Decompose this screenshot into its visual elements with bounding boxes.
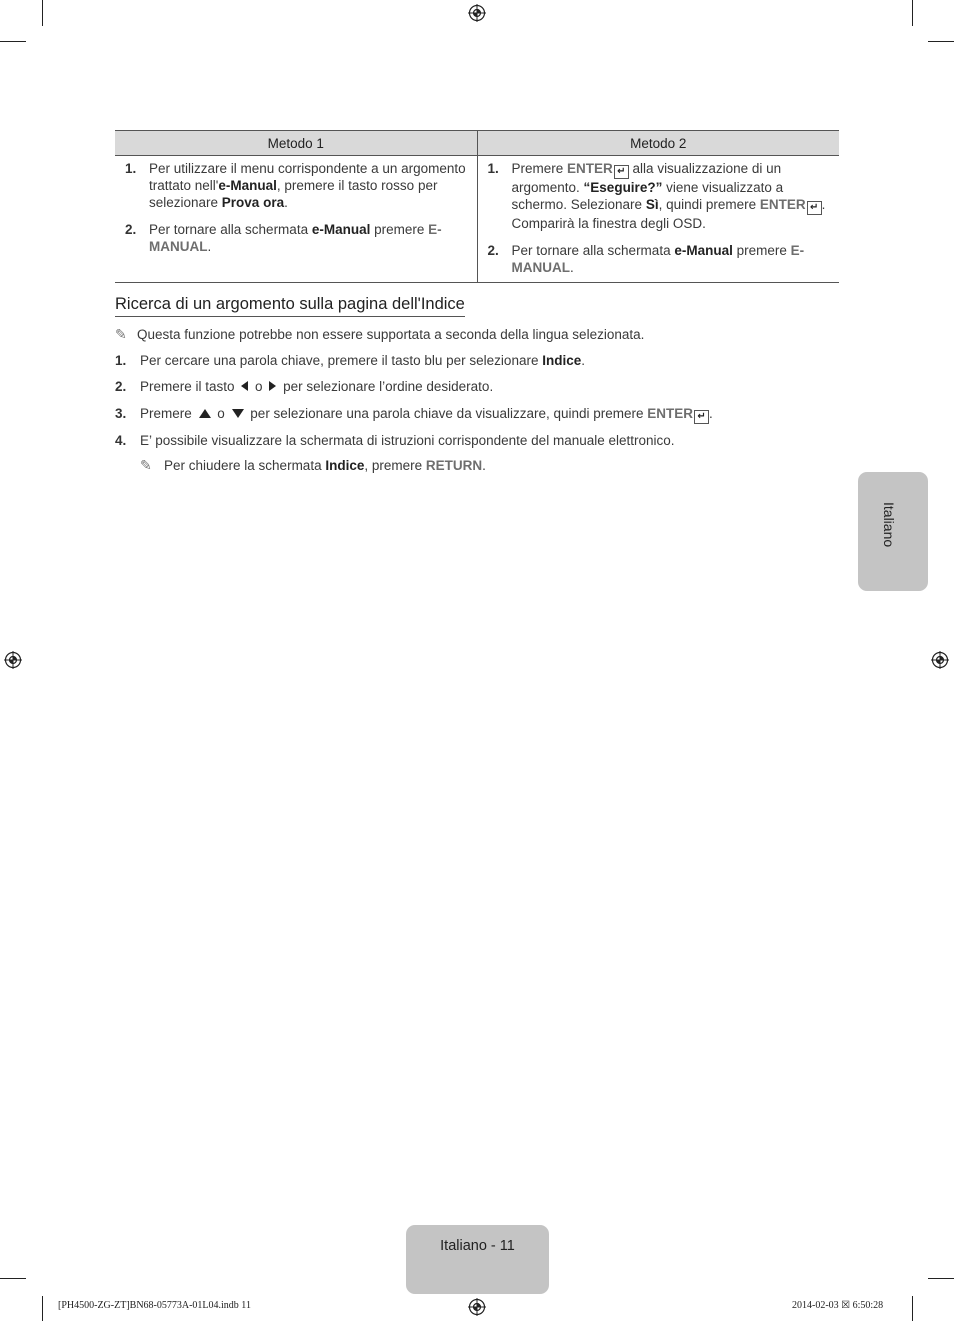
step-text: Per tornare alla schermata e-Manual premere E-MANUAL.: [511, 243, 805, 275]
step-text: Per tornare alla schermata e-Manual premere E-MANUAL.: [149, 222, 442, 254]
subnote-text: Per chiudere la schermata Indice, premere RETURN.: [164, 458, 486, 473]
crop-mark: [42, 0, 43, 26]
crop-mark: [0, 41, 26, 42]
table-row: [115, 156, 839, 283]
table-header-method-1: Metodo 1: [115, 131, 477, 156]
arrow-right-icon: [269, 381, 276, 391]
step-number: 1.: [487, 161, 499, 176]
list-item: [115, 406, 713, 424]
section-title: Ricerca di un argomento sulla pagina dell'Indice: [115, 295, 465, 317]
footer-file-info: [PH4500-ZG-ZT]BN68-05773A-01L04.indb 11: [58, 1300, 251, 1311]
table-header-method-2: Metodo 2: [477, 131, 839, 156]
step-text: Premere il tasto o per selezionare l’ordine desiderato.: [140, 379, 494, 394]
keyword: Indice: [542, 353, 582, 368]
registration-mark-icon: [4, 651, 22, 669]
keyword: Sì: [645, 197, 659, 212]
keyword: Indice: [325, 458, 365, 473]
registration-mark-icon: [931, 651, 949, 669]
arrow-down-icon: [232, 409, 244, 418]
keyword: e-Manual: [674, 243, 733, 258]
list-item: [115, 433, 675, 448]
step-text: Premere o per selezionare una parola chiave da visualizzare, quindi premere ENTER ↵ .: [140, 406, 713, 422]
button-name: ENTER: [647, 406, 694, 421]
step-number: 1.: [125, 161, 137, 176]
enter-icon: ↵: [807, 201, 822, 215]
button-name: RETURN: [425, 458, 483, 473]
method-2-cell: [477, 156, 839, 283]
step-number: 1.: [115, 353, 127, 368]
footer-timestamp: 2014-02-03 ☒ 6:50:28: [792, 1300, 884, 1311]
step-number: 2.: [487, 243, 499, 258]
step-number: 2.: [125, 222, 137, 237]
button-name: ENTER: [567, 161, 613, 176]
step-text: E’ possibile visualizzare la schermata di istruzioni corrispondente del manuale elettronico.: [140, 433, 675, 448]
methods-table: [115, 130, 839, 283]
registration-mark-icon: [468, 4, 486, 22]
step-number: 2.: [115, 379, 127, 394]
registration-mark-icon: [468, 1298, 486, 1316]
step-text: Per cercare una parola chiave, premere il tasto blu per selezionare Indice.: [140, 353, 585, 368]
method-1-cell: [115, 156, 477, 283]
crop-mark: [42, 1296, 43, 1321]
keyword: “Eseguire?”: [583, 180, 663, 195]
enter-icon: ↵: [614, 165, 629, 179]
enter-icon: ↵: [694, 410, 709, 424]
arrow-left-icon: [241, 381, 248, 391]
list-item: [115, 379, 493, 394]
side-tab-label: Italiano: [881, 502, 897, 548]
step-text: Premere ENTER ↵ alla visualizzazione di un argomento. “Eseguire?” viene visualizzato a schermo. Selezionare Sì, quindi premere ENTER ↵ . Comparirà la finestra degli OSD.: [511, 161, 826, 231]
arrow-up-icon: [199, 409, 211, 418]
keyword: e-Manual: [311, 222, 371, 237]
crop-mark: [912, 0, 913, 26]
list-item: [115, 353, 585, 368]
crop-mark: [0, 1278, 26, 1279]
table-header-row: [115, 131, 839, 156]
button-name: E-MANUAL: [149, 222, 442, 254]
page-number: Italiano - 11: [406, 1225, 549, 1294]
note-text: Questa funzione potrebbe non essere supportata a seconda della lingua selezionata.: [137, 327, 645, 342]
note: [115, 326, 644, 343]
list-item: [488, 160, 832, 232]
list-item: [125, 160, 469, 211]
language-side-tab: [858, 472, 928, 591]
crop-mark: [912, 1296, 913, 1321]
subnote: [140, 457, 486, 474]
crop-mark: [928, 41, 954, 42]
keyword: Prova ora: [221, 195, 285, 210]
pencil-note-icon: ✎: [115, 326, 127, 342]
step-number: 4.: [115, 433, 127, 448]
step-number: 3.: [115, 406, 127, 421]
button-name: ENTER: [759, 197, 806, 212]
step-text: Per utilizzare il menu corrispondente a un argomento trattato nell'e-Manual, premere il tasto rosso per selezionare Prova ora.: [149, 161, 466, 210]
list-item: [125, 221, 469, 255]
list-item: [488, 242, 832, 276]
keyword: e-Manual: [218, 178, 277, 193]
pencil-note-icon: ✎: [140, 457, 152, 473]
crop-mark: [928, 1278, 954, 1279]
button-name: E-MANUAL: [511, 243, 805, 275]
